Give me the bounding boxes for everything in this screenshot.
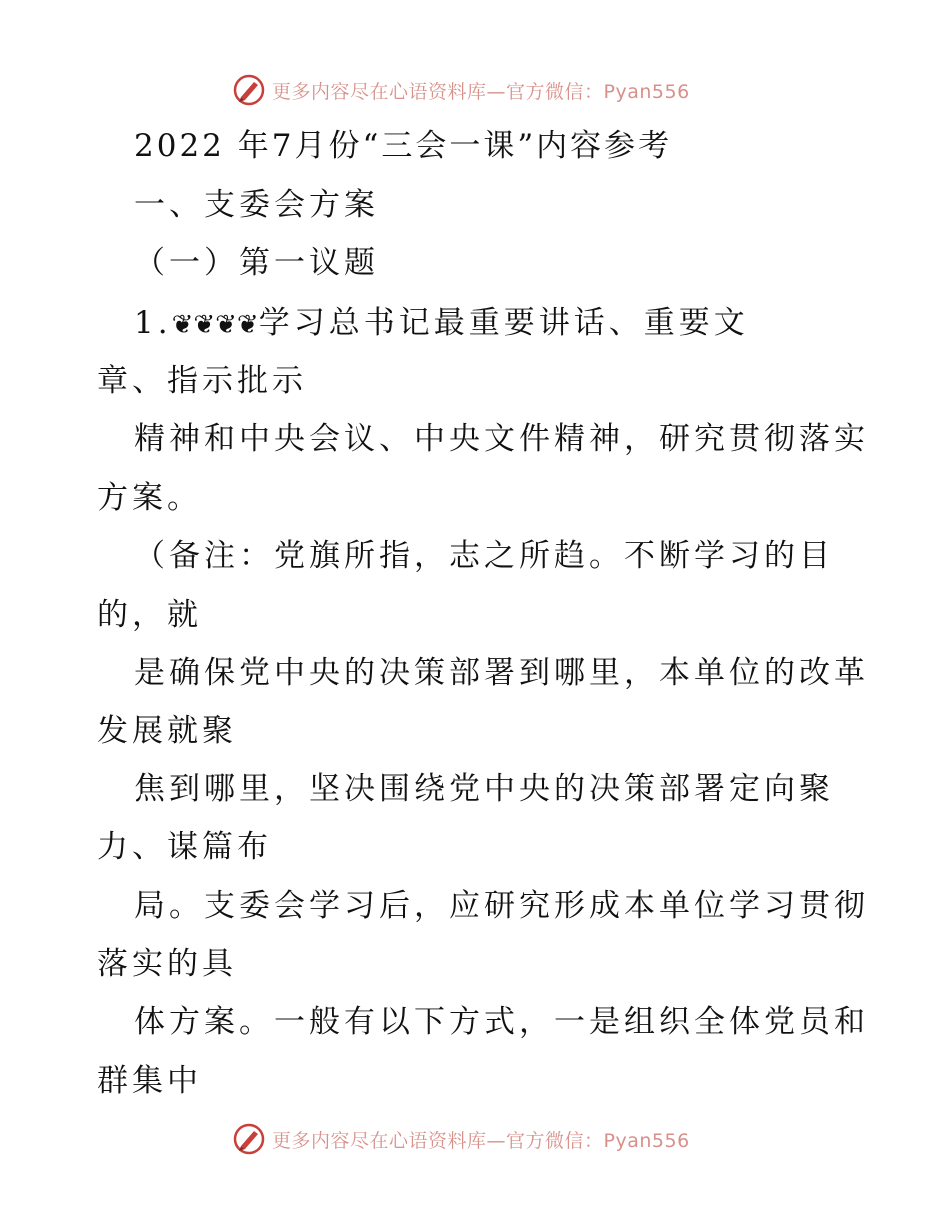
subsection-heading: （一）第一议题 <box>134 245 379 281</box>
paragraph-line: 精神和中央会议、中央文件精神，研究贯彻落实 <box>134 421 869 457</box>
watermark-header <box>232 73 690 107</box>
paragraph-line: 章、指示批示 <box>97 363 307 399</box>
watermark-footer <box>232 1122 690 1156</box>
item-text: 学习总书记最重要讲话、重要文 <box>258 305 749 341</box>
ornament-icon: ❦❦❦❦ <box>171 310 259 340</box>
watermark-text: 更多内容尽在心语资料库—官方微信：Pyan556 <box>272 80 690 103</box>
document-title: 2022 年7月份“三会一课”内容参考 <box>134 128 673 164</box>
paragraph-line: 体方案。一般有以下方式，一是组织全体党员和 <box>134 1004 869 1040</box>
paragraph-line: 落实的具 <box>97 946 237 982</box>
paragraph-line: 方案。 <box>97 480 202 516</box>
watermark-text: 更多内容尽在心语资料库—官方微信：Pyan556 <box>272 1129 690 1152</box>
pen-circle-logo-icon <box>232 1122 266 1156</box>
paragraph-line: 发展就聚 <box>97 713 237 749</box>
pen-circle-logo-icon <box>232 73 266 107</box>
item-number: 1. <box>134 305 172 341</box>
paragraph-line: 是确保党中央的决策部署到哪里，本单位的改革 <box>134 655 869 691</box>
paragraph-line: （备注：党旗所指，志之所趋。不断学习的目 <box>134 538 834 574</box>
paragraph-line: 力、谋篇布 <box>97 829 272 865</box>
paragraph-line: 焦到哪里，坚决围绕党中央的决策部署定向聚 <box>134 771 834 807</box>
paragraph-line: 局。支委会学习后，应研究形成本单位学习贯彻 <box>134 888 869 924</box>
list-item-1 <box>134 305 749 343</box>
paragraph-line: 的，就 <box>97 597 202 633</box>
section-heading: 一、支委会方案 <box>134 187 379 223</box>
paragraph-line: 群集中 <box>97 1063 202 1099</box>
